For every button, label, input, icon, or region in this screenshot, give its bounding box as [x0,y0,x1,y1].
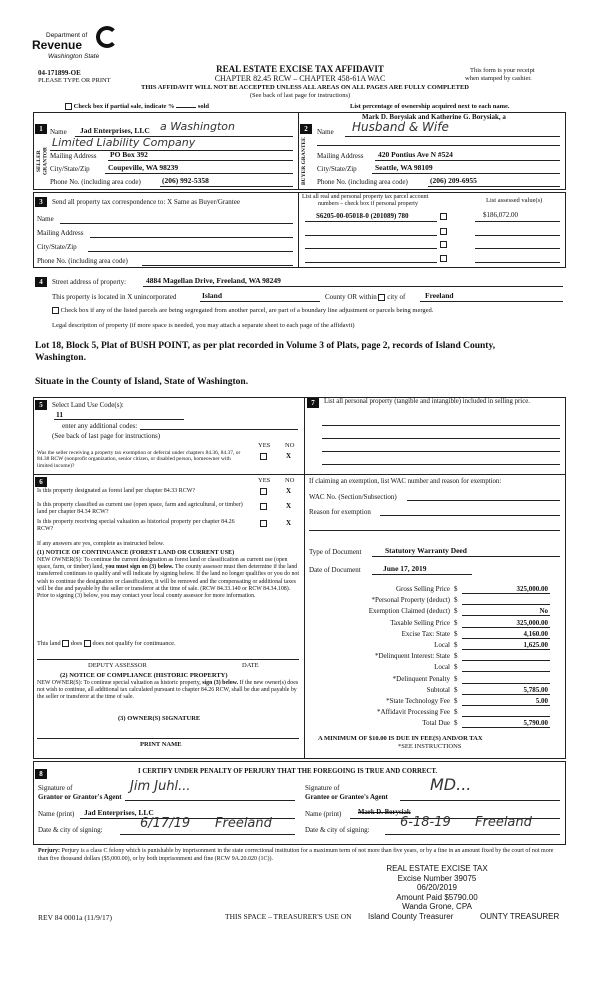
tax-row [307,607,550,617]
form-id: 04-171899-OE [38,69,81,77]
stamp-county-treasurer-overlap: OUNTY TREASURER [480,912,560,921]
tax-row [307,641,550,651]
form-chapter: CHAPTER 82.45 RCW – CHAPTER 458-61A WAC [214,74,386,83]
county-or-label: County OR within [325,293,377,301]
tax-row [307,719,550,729]
dept-line-1: Department of [46,32,88,39]
section-3-badge: 3 [35,197,47,207]
tax-row [307,675,550,685]
seller-mailing-label: Mailing Address [50,152,97,160]
s6-historic-question: Is this property receiving special valuation as historical property per chapter 84.26 RCW? [37,519,235,532]
tax-row-label: Local [434,641,450,649]
grantee-sig-label-1: Signature of [305,784,340,792]
grantor-sig-label-2: Grantor or Grantor's Agent [38,793,122,801]
street-label: Street address of property: [52,278,127,286]
see-back-note: (See back of last page for instructions) [249,92,351,99]
notice2-part2: If the new owner(s) does not wish to continue, all additional tax calculated pursuant to chapter 84.26 RCW, shall be due and payable by the seller or transferor at the time of sale. [37,680,299,701]
partial-sale-label: Check box if partial sale, indicate % [73,103,175,110]
corr-city-label: City/State/Zip [37,243,77,251]
receipt-note-2: when stamped by cashier. [465,75,532,82]
certify-statement: I CERTIFY UNDER PENALTY OF PERJURY THAT THE FOREGOING IS TRUE AND CORRECT. [138,768,438,775]
corr-mailing-label: Mailing Address [37,229,84,237]
this-land-label: This land [37,640,61,647]
legal-description-2: Washington. [35,353,86,363]
tax-row-label: *Delinquent Interest: State [374,652,450,661]
seller-phone-label: Phone No. (including area code) [50,178,141,186]
grantee-print-label: Name (print) [305,810,342,818]
city-of-checkbox[interactable] [378,294,385,301]
buyer-phone-value[interactable]: (206) 209-6955 [430,176,477,185]
s6-q1-no-answer[interactable]: X [286,487,292,495]
sold-label: sold [197,103,210,110]
doc-date-value[interactable]: June 17, 2019 [383,564,427,573]
partial-sale-row [65,103,209,110]
buyer-phone-label: Phone No. (including area code) [317,178,408,186]
s6-yes-header: YES [258,477,271,484]
tax-row [307,630,550,640]
tax-row-value[interactable] [462,652,550,661]
perjury-note [38,848,563,863]
deputy-assessor-label: DEPUTY ASSESSOR [88,662,147,669]
tax-row [307,697,550,707]
notice2-bold: sign (3) below. [202,680,239,686]
tax-row-label: Exemption Claimed (deduct) [368,607,450,616]
buyer-name-handwritten: Husband & Wife [352,120,449,134]
tax-row-value[interactable]: 5,790.00 [462,719,550,728]
seller-name-handwritten-2: Limited Liability Company [52,136,196,149]
land-use-see-back: (See back of last page for instructions) [52,432,161,440]
land-use-label: Select Land Use Code(s): [52,401,124,409]
street-value[interactable]: 4884 Magellan Drive, Freeland, WA 98249 [146,276,281,285]
tax-row-dollar: $ [454,641,458,649]
reason-label: Reason for exemption [309,508,371,516]
tax-row-value[interactable] [462,663,550,672]
s5-yes-header: YES [258,442,271,449]
grantee-print-value[interactable]: Mark D. Borysiak [358,809,411,816]
seller-mailing-value[interactable]: PO Box 392 [110,150,148,159]
footer-treasurer-space: THIS SPACE – TREASURER'S USE ON [225,912,352,921]
doc-date-label: Date of Document [309,566,361,574]
tax-row-value[interactable] [462,708,550,717]
tax-row-dollar: $ [454,674,458,683]
corr-phone-label: Phone No. (including area code) [37,257,128,265]
tax-row-label: *Delinquent Penalty [392,674,450,683]
tax-row [307,585,550,595]
owner-signature-label: (3) OWNER(S) SIGNATURE [118,715,201,722]
tax-row-label: Local [434,663,450,672]
partial-sale-checkbox[interactable] [65,103,72,110]
tax-row-dollar: $ [454,607,458,616]
s6-q2-yes-checkbox[interactable] [260,503,267,510]
stamp-amount-paid: Amount Paid $5790.00 [396,892,478,902]
situate-line: Situate in the County of Island, State of Washington. [35,377,249,387]
stamp-treasurer-name: Wanda Grone, CPA [402,902,472,911]
tax-row-label: *Personal Property (deduct) [371,596,450,605]
grantor-print-value[interactable]: Jad Enterprises, LLC [84,808,154,817]
grantee-date-label: Date & city of signing: [305,826,370,834]
tax-row-label: *Affidavit Processing Fee [377,708,450,717]
parcel-header-1: List all real and personal property tax parcel account [302,194,429,200]
seller-city-label: City/State/Zip [50,165,90,173]
tax-row [307,708,550,718]
s6-q3-no-answer[interactable]: X [286,519,292,527]
buyer-name-label: Name [317,128,334,136]
grantee-date-value[interactable]: 6-18-19 [400,815,451,830]
s6-current-use-question: Is this property classified as current use (open space, farm and agricultural, or timber) land per chapter 84.34 RCW? [37,502,243,515]
s6-forest-question: Is this property designated as forest land per chapter 84.33 RCW? [37,488,196,494]
notice1-part1: NEW OWNER(S): To continue the current designation as forest land or classification as current use (open space, farm, or timber) land, [37,557,288,571]
seller-name-value[interactable]: Jad Enterprises, LLC [80,126,150,135]
seller-name-label: Name [50,128,67,136]
tax-row-value[interactable] [462,596,550,605]
s5-exemption-question: Was the seller receiving a property tax exemption or deferral under chapters 84.36, 84.37, or 84.38 RCW (nonprofit organization, senior citizen, or disabled person, homeowner with limited income)? [37,450,241,469]
form-title: REAL ESTATE EXCISE TAX AFFIDAVIT [216,64,384,74]
notice-compliance-text [37,680,299,702]
grantee-sig-label-2: Grantee or Grantee's Agent [305,793,388,801]
does-not-label: does not qualify for continuance. [92,640,176,647]
tax-row [307,663,550,673]
s6-q1-yes-checkbox[interactable] [260,488,267,495]
print-name-label: PRINT NAME [140,741,182,748]
notice-continuance-text [37,557,299,600]
city-of-label: city of [387,293,406,301]
partial-sale-percent[interactable] [176,107,196,108]
section-4-badge: 4 [35,277,47,287]
section-1-badge: 1 [35,124,47,134]
buyer-side-label: BUYER GRANTEE [301,137,307,185]
buyer-city-value[interactable]: Seattle, WA 98109 [375,163,433,172]
grantor-date-value[interactable]: 6/17/19 [140,816,191,831]
s5-no-header: NO [285,442,295,449]
does-not-checkbox[interactable] [84,640,91,647]
legal-description-1: Lot 18, Block 5, Plat of BUSH POINT, as per plat recorded in Volume 3 of Plats, page 2, records of Island County, [35,341,496,351]
stamp-date: 06/20/2019 [416,883,458,892]
tax-row [307,619,550,629]
tax-row-value[interactable]: 4,160.00 [462,630,550,639]
land-use-value[interactable]: 11 [56,410,64,419]
tax-row-label: Subtotal [426,685,450,694]
grantor-city-value[interactable]: Freeland [215,816,272,831]
minimum-due-note: A MINIMUM OF $10.00 IS DUE IN FEE(S) AND/OR TAX [318,735,483,742]
logo-swoosh-icon [96,26,118,48]
tax-row-value[interactable]: No [462,607,550,616]
tax-row-value[interactable]: 1,625.00 [462,641,550,650]
tax-row-dollar: $ [454,652,458,661]
notice-compliance-title: (2) NOTICE OF COMPLIANCE (HISTORIC PROPERTY) [60,672,228,679]
tax-row-label: Taxable Selling Price [390,618,450,627]
seller-name-handwritten-1: a Washington [160,120,235,133]
parcel-personal-checkbox-2[interactable] [440,228,447,235]
located-label: This property is located in X unincorporated [52,293,177,301]
city-of-row [325,293,405,301]
doc-type-label: Type of Document [309,548,362,556]
perjury-label: Perjury: [38,848,60,854]
form-warning: THIS AFFIDAVIT WILL NOT BE ACCEPTED UNLESS ALL AREAS ON ALL PAGES ARE FULLY COMPLETED [141,84,469,91]
corr-name-label: Name [37,215,54,223]
see-instructions-note: *SEE INSTRUCTIONS [398,743,462,750]
buyer-city-label: City/State/Zip [317,165,357,173]
buyer-names-line: Mark D. Borysiak and Katherine G. Borysiak, a [362,113,506,121]
treasurer-stamp [352,864,522,912]
dept-line-3: Washington State [48,53,100,60]
stamp-county-treasurer: Island County Treasurer [368,912,454,921]
section-6-badge: 6 [35,477,47,487]
tax-row-dollar: $ [454,663,458,672]
grantor-print-label: Name (print) [38,810,75,818]
section-7-badge: 7 [307,398,319,408]
tax-row-dollar: $ [454,596,458,605]
tax-row-dollar: $ [454,618,458,627]
located-county-value[interactable]: Island [202,291,223,300]
wac-number-label: WAC No. (Section/Subsection) [309,493,397,501]
tax-row-value[interactable]: 325,000.00 [462,619,550,628]
dor-logo [28,22,124,66]
segregated-checkbox[interactable] [52,307,59,314]
seller-city-value[interactable]: Coupeville, WA 98239 [108,163,179,172]
correspondence-label: Send all property tax correspondence to: X Same as Buyer/Grantee [52,198,240,206]
tax-row-dollar: $ [454,697,458,705]
does-label: does [70,640,83,647]
assessed-header: List assessed value(s) [486,197,543,204]
tax-row-value[interactable] [462,675,550,684]
notice2-part1: NEW OWNER(S): To continue special valuation as historic property, [37,680,201,686]
section-8-badge: 8 [35,769,47,779]
s6-q2-no-answer[interactable]: X [286,502,292,510]
s6-no-header: NO [285,477,295,484]
s6-q3-yes-checkbox[interactable] [260,520,267,527]
assessed-value[interactable]: $186,072.00 [483,211,518,219]
qualify-row [37,640,176,647]
tax-row-dollar: $ [454,585,458,593]
tax-row [307,596,550,606]
personal-property-label: List all personal property (tangible and intangible) included in selling price. [324,398,530,405]
tax-row-label: Total Due [422,719,450,728]
parcel-number-value[interactable]: S6205-00-05018-0 (201089) 780 [316,212,409,220]
seller-side-label: SELLER GRANTOR [36,147,49,176]
grantee-signature[interactable]: MD... [430,775,472,794]
tax-row-dollar: $ [454,708,458,717]
notice1-bold: you must sign on (3) below. [105,564,174,571]
legal-label: Legal description of property (if more space is needed, you may attach a separate sheet to each page of the affidavit) [52,322,355,329]
parcel-header-2: numbers – check box if personal property [318,201,418,207]
buyer-mailing-value[interactable]: 420 Pontius Ave N #524 [378,150,453,159]
does-checkbox[interactable] [62,640,69,647]
tax-row-dollar: $ [454,685,458,694]
seller-phone-value[interactable]: (206) 992-5358 [162,176,209,185]
ownership-note: List percentage of ownership acquired next to each name. [350,103,510,110]
tax-row-dollar: $ [454,629,458,638]
grantee-city-value[interactable]: Freeland [475,815,532,830]
tax-row-label: *State Technology Fee [386,697,450,705]
segregated-row [52,307,433,314]
tax-row-value[interactable]: 325,000.00 [462,585,550,594]
tax-row [307,686,550,696]
city-of-value[interactable]: Freeland [425,291,454,300]
tax-row [307,652,550,662]
footer-rev: REV 84 0001a (11/9/17) [38,913,112,922]
additional-codes-label: enter any additional codes: [62,422,138,430]
tax-row-dollar: $ [454,719,458,728]
wac-claim-label: If claiming an exemption, list WAC number and reason for exemption: [309,478,502,485]
segregated-label: Check box if any of the listed parcels are being segregated from another parcel, are part of a boundary line adjustment or parcels being merged. [60,307,434,314]
parcel-personal-checkbox-3[interactable] [440,241,447,248]
perjury-text: Perjury is a class C felony which is punishable by imprisonment in the state correctional institution for a maximum term of not more than five years, or by a fine in an amount fixed by the court of not more than five thousand dollars ($5,000.00), or by both imprisonment and fine (RCW 9A.20.020 (1C)). [38,848,554,862]
doc-type-value[interactable]: Statutory Warranty Deed [385,546,467,555]
receipt-note-1: This form is your receipt [470,67,535,74]
tax-row-label: Gross Selling Price [395,585,450,593]
stamp-excise-number: Excise Number 39075 [397,873,477,883]
stamp-line-1: REAL ESTATE EXCISE TAX [386,864,488,873]
parcel-personal-checkbox-4[interactable] [440,255,447,262]
section-5-badge: 5 [35,400,47,410]
tax-row-label: Excise Tax: State [401,629,450,638]
notice1-part2: The county assessor must then determine if the land transferred continues to qualify and will indicate by signing below. If the land no longer qualifies or you do not wish to continue the designation or classification, it will be removed and the compensating or additional taxes will be due and payable by the seller or transferor at the time of sale. (RCW 84.33.140 or RCW 84.34.108). Prior to signing (3) below, you may contact your local county assessor for more information. [37,564,300,600]
s5-no-answer[interactable]: X [286,452,292,460]
grantor-signature[interactable]: Jim Juhl... [130,779,191,794]
buyer-mailing-label: Mailing Address [317,152,364,160]
s5-yes-checkbox[interactable] [260,453,267,460]
notice-continuance-title: (1) NOTICE OF CONTINUANCE (FOREST LAND OR CURRENT USE) [37,549,235,556]
grantor-date-label: Date & city of signing: [38,826,103,834]
dept-line-2: Revenue [32,38,83,52]
print-note: PLEASE TYPE OR PRINT [38,77,111,84]
tax-row-value[interactable]: 5,785.00 [462,686,550,695]
parcel-personal-checkbox-1[interactable] [440,213,447,220]
tax-row-value[interactable]: 5.00 [462,697,550,706]
s6-if-yes: If any answers are yes, complete as instructed below. [37,541,165,547]
assessor-date-label: DATE [242,662,259,669]
section-2-badge: 2 [300,124,312,134]
grantor-sig-label-1: Signature of [38,784,73,792]
